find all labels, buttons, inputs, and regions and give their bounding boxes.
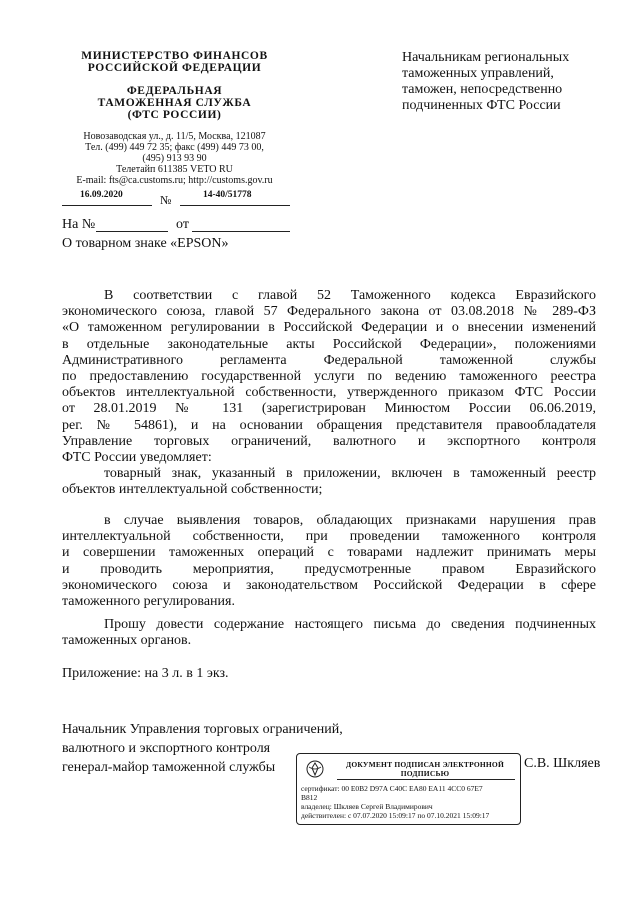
body-paragraph-2 bbox=[62, 466, 596, 498]
contact-address: Новозаводская ул., д. 11/5, Москва, 121087 bbox=[83, 131, 266, 142]
emblem-icon bbox=[305, 759, 325, 779]
body-line: экономического союза и законодательством Российской Федерации в сфере bbox=[62, 577, 596, 593]
addressee-line-3: таможен, непосредственно bbox=[402, 82, 563, 97]
stamp-title bbox=[335, 760, 515, 778]
contact-phone-2: (495) 913 93 90 bbox=[142, 153, 207, 164]
stamp-certificate: сертификат: 00 E0B2 D97A C40C EA80 EA11 4CC0 67E7 bbox=[301, 784, 483, 793]
addressee-line-2: таможенных управлений, bbox=[402, 66, 554, 81]
body-line: экономического союза, главой 57 Федерального закона от 03.08.2018 № 289-ФЗ bbox=[62, 304, 596, 320]
ministry-line-1: МИНИСТЕРСТВО ФИНАНСОВ bbox=[81, 50, 268, 62]
addressee-block bbox=[402, 50, 612, 114]
stamp-valid: действителен: с 07.07.2020 15:09:17 по 07.10.2021 15:09:17 bbox=[301, 811, 490, 820]
stamp-details bbox=[301, 784, 517, 820]
agency-line-3: (ФТС РОССИИ) bbox=[127, 109, 222, 121]
ref-number-underline bbox=[96, 231, 168, 232]
ministry-line-2: РОССИЙСКОЙ ФЕДЕРАЦИИ bbox=[87, 62, 262, 74]
date-underline bbox=[62, 205, 152, 206]
position-line-2: валютного и экспортного контроля bbox=[62, 741, 271, 756]
body-line: В соответствии с главой 52 Таможенного кодекса Евразийского bbox=[104, 288, 596, 303]
letter-date: 16.09.2020 bbox=[80, 190, 123, 200]
addressee-line-1: Начальникам региональных bbox=[402, 50, 570, 65]
body-line: по предоставлению государственной услуги по ведению таможенного реестра bbox=[62, 368, 596, 384]
body-line: в случае выявления товаров, обладающих признаками нарушения прав bbox=[104, 513, 596, 528]
stamp-title-line-2: ПОДПИСЬЮ bbox=[400, 769, 450, 778]
contact-teletype: Телетайп 611385 VETO RU bbox=[116, 164, 233, 175]
body-line: Управление торговых ограничений, валютного и экспортного контроля bbox=[62, 433, 596, 449]
body-paragraph-1 bbox=[62, 288, 596, 466]
body-paragraph-4 bbox=[62, 617, 596, 649]
body-line: «О таможенном регулировании в Российской Федерации и о внесении изменений bbox=[62, 320, 596, 336]
body-line: таможенных органов. bbox=[62, 633, 192, 649]
agency-header bbox=[62, 85, 287, 121]
electronic-signature-stamp bbox=[296, 753, 521, 825]
body-paragraph-3 bbox=[62, 513, 596, 610]
signatory-name: С.В. Шкляев bbox=[524, 756, 601, 771]
ref-from-label: от bbox=[176, 217, 189, 232]
letter-subject: О товарном знаке «EPSON» bbox=[62, 236, 229, 251]
contact-email: E-mail: fts@ca.customs.ru; http://customs.gov.ru bbox=[76, 175, 273, 186]
letter-number: 14-40/51778 bbox=[203, 190, 252, 200]
body-line: таможенного регулирования. bbox=[62, 593, 235, 609]
ministry-header bbox=[62, 50, 287, 74]
addressee-line-4: подчиненных ФТС России bbox=[402, 98, 561, 113]
body-line: рег. № 54861), и на основании обращения представителя правообладателя bbox=[62, 417, 596, 433]
ref-from-underline bbox=[192, 231, 290, 232]
agency-line-2: ТАМОЖЕННАЯ СЛУЖБА bbox=[97, 97, 252, 109]
agency-line-1: ФЕДЕРАЛЬНАЯ bbox=[126, 85, 223, 97]
ref-number-label: На № bbox=[62, 217, 96, 232]
body-line: и совершении таможенных операций с товарами надлежит принимать меры bbox=[62, 545, 596, 561]
body-line: объектов интеллектуальной собственности, утвержденного приказом ФТС России bbox=[62, 385, 596, 401]
contact-phone: Тел. (499) 449 72 35; факс (499) 449 73 00, bbox=[85, 142, 264, 153]
agency-contacts bbox=[62, 131, 287, 186]
number-underline bbox=[180, 205, 290, 206]
body-line: интеллектуальной собственности, при проведении таможенного контроля bbox=[62, 529, 596, 545]
body-line: Административного регламента Федеральной таможенной службы bbox=[62, 352, 596, 368]
body-line: объектов интеллектуальной собственности; bbox=[62, 482, 323, 498]
position-line-1: Начальник Управления торговых ограничений, bbox=[62, 722, 343, 737]
body-line: Прошу довести содержание настоящего письма до сведения подчиненных bbox=[104, 617, 596, 632]
body-line: и проводить мероприятия, предусмотренные правом Евразийского bbox=[62, 561, 596, 577]
stamp-owner: владелец: Шкляев Сергей Владимирович bbox=[301, 802, 433, 811]
body-line: ФТС России уведомляет: bbox=[62, 449, 212, 465]
body-line: в отдельные законодательные акты Российской Федерации», положениями bbox=[62, 336, 596, 352]
stamp-certificate-cont: B812 bbox=[301, 793, 318, 802]
stamp-divider bbox=[337, 779, 515, 780]
stamp-title-line-1: ДОКУМЕНТ ПОДПИСАН ЭЛЕКТРОННОЙ bbox=[345, 760, 505, 769]
body-line: товарный знак, указанный в приложении, включен в таможенный реестр bbox=[104, 466, 596, 481]
position-line-3: генерал-майор таможенной службы bbox=[62, 760, 276, 775]
number-sign: № bbox=[160, 193, 172, 207]
attachment-note: Приложение: на 3 л. в 1 экз. bbox=[62, 666, 229, 681]
body-line: от 28.01.2019 № 131 (зарегистрирован Минюстом России 06.06.2019, bbox=[62, 401, 596, 417]
